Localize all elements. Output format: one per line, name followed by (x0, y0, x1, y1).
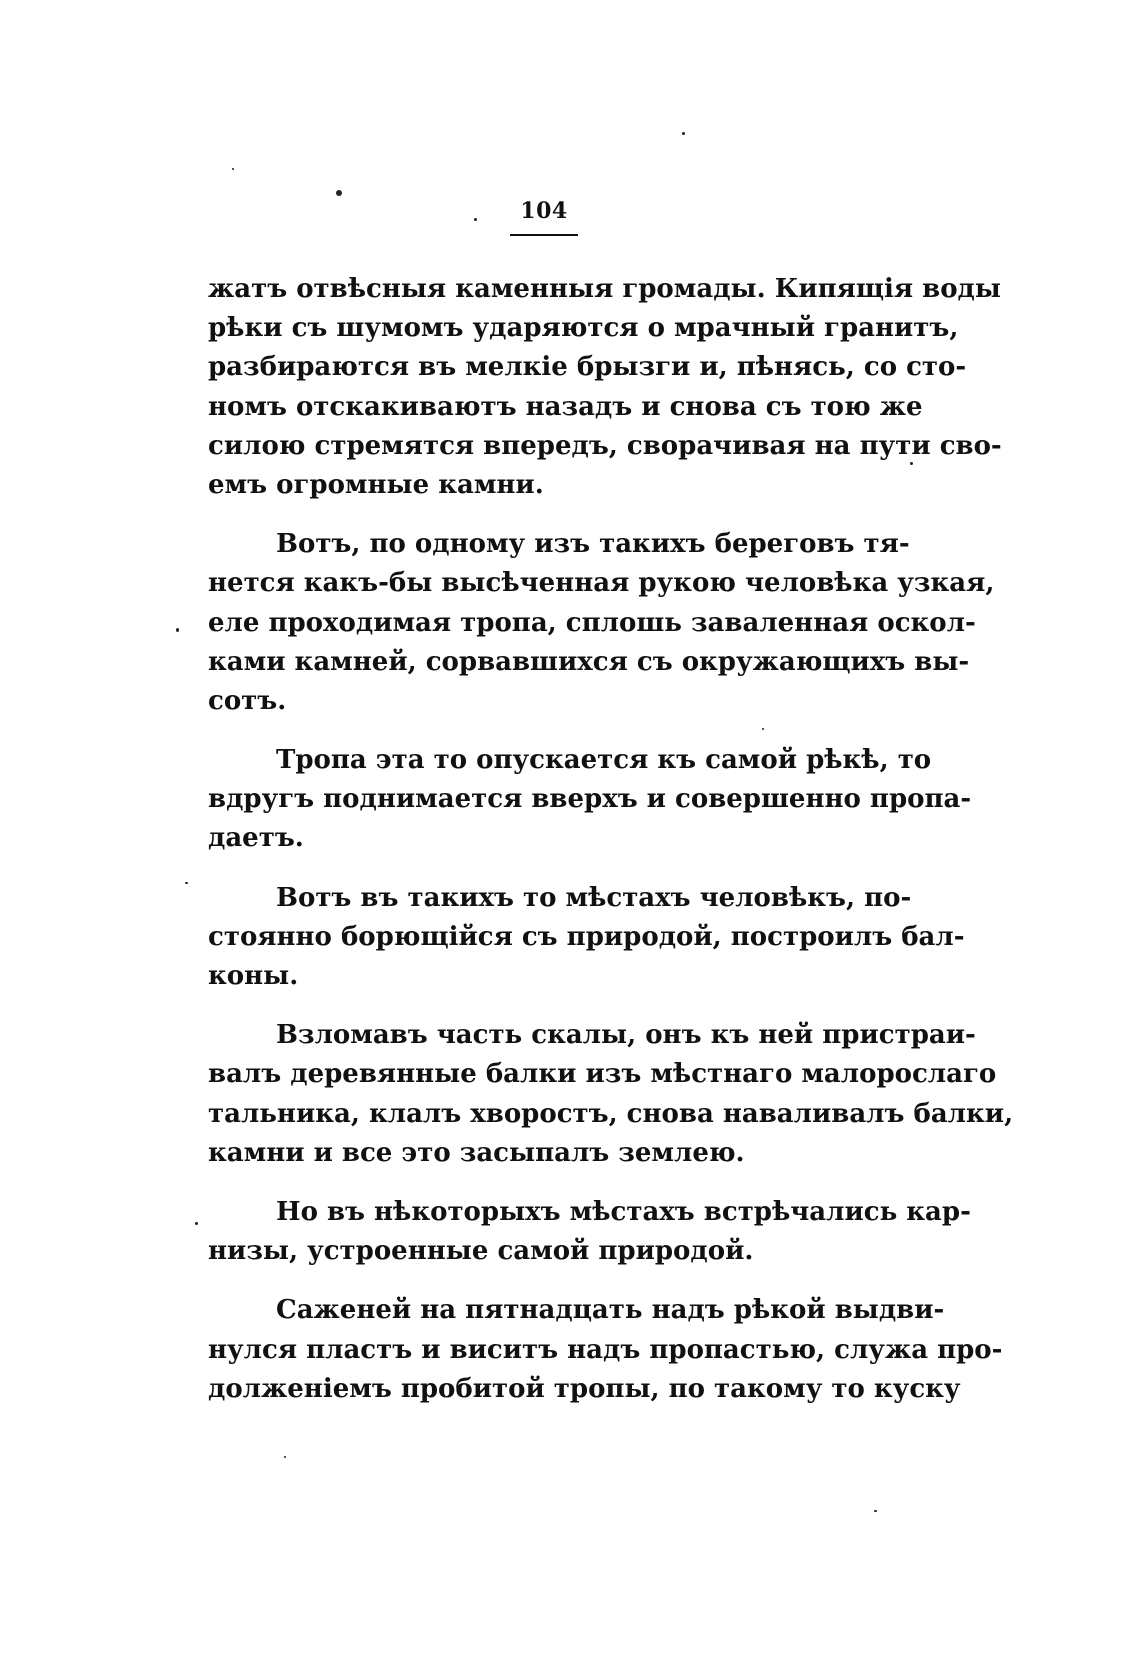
text-line: вдругъ поднимается вверхъ и совершенно пропа- (208, 784, 972, 815)
text-line: камни и все это засыпалъ землею. (208, 1137, 745, 1168)
text-line: долженіемъ пробитой тропы, по такому то куску (208, 1373, 961, 1404)
scan-speck (232, 168, 234, 170)
text-line: ками камней, сорвавшихся съ окружающихъ вы- (208, 646, 970, 677)
scan-speck (336, 190, 342, 196)
scan-speck (176, 628, 179, 632)
scan-speck (682, 132, 685, 135)
text-line: Взломавъ часть скалы, онъ къ ней пристраи- (276, 1020, 976, 1051)
text-line: нется какъ-бы высѣченная рукою человѣка узкая, (208, 568, 995, 599)
text-line: низы, устроенные самой природой. (208, 1236, 754, 1267)
text-line: емъ огромные камни. (208, 469, 544, 500)
text-line: Вотъ въ такихъ то мѣстахъ человѣкъ, по- (276, 882, 912, 913)
scan-speck (185, 882, 188, 884)
text-line: стоянно борющійся съ природой, построилъ бал- (208, 921, 965, 952)
scan-speck (474, 218, 477, 221)
paragraph-4 (208, 879, 965, 997)
text-line: рѣки съ шумомъ ударяются о мрачный гранитъ, (208, 313, 959, 344)
text-line: жатъ отвѣсныя каменныя громады. Кипящія воды (208, 274, 1001, 304)
scan-speck (762, 728, 764, 730)
text-line: нулся пластъ и виситъ надъ пропастью, служа про- (208, 1334, 1003, 1365)
text-line: валъ деревянные балки изъ мѣстнаго малорослаго (208, 1059, 997, 1090)
page-number-rule (510, 234, 578, 236)
text-line: тальника, клалъ хворостъ, снова наваливалъ балки, (208, 1098, 1014, 1129)
text-line: силою стремятся впередъ, сворачивая на пути сво- (208, 430, 1002, 461)
paragraph-1 (208, 270, 1002, 505)
scan-speck (284, 1456, 286, 1458)
text-line: Саженей на пятнадцать надъ рѣкой выдви- (276, 1295, 945, 1326)
scan-speck (874, 1510, 877, 1512)
paragraph-7 (208, 1291, 1003, 1409)
body-text (208, 270, 1014, 1429)
text-line: Вотъ, по одному изъ такихъ береговъ тя- (276, 529, 910, 560)
text-line: даетъ. (208, 823, 304, 854)
text-line: Тропа эта то опускается къ самой рѣкѣ, то (276, 745, 932, 776)
text-line: номъ отскакиваютъ назадъ и снова съ тою же (208, 391, 923, 422)
text-line: Но въ нѣкоторыхъ мѣстахъ встрѣчались кар- (276, 1196, 971, 1227)
page-number: 104 (520, 198, 568, 224)
paragraph-2 (208, 525, 995, 721)
text-line: разбираются въ мелкіе брызги и, пѣнясь, со сто- (208, 352, 967, 383)
paragraph-6 (208, 1193, 971, 1271)
paragraph-3 (208, 741, 972, 859)
paragraph-5 (208, 1016, 1014, 1173)
scan-speck (910, 462, 913, 465)
scan-speck (195, 1222, 198, 1225)
text-line: сотъ. (208, 685, 287, 716)
text-line: еле проходимая тропа, сплошь заваленная оскол- (208, 607, 976, 638)
text-line: коны. (208, 961, 299, 991)
